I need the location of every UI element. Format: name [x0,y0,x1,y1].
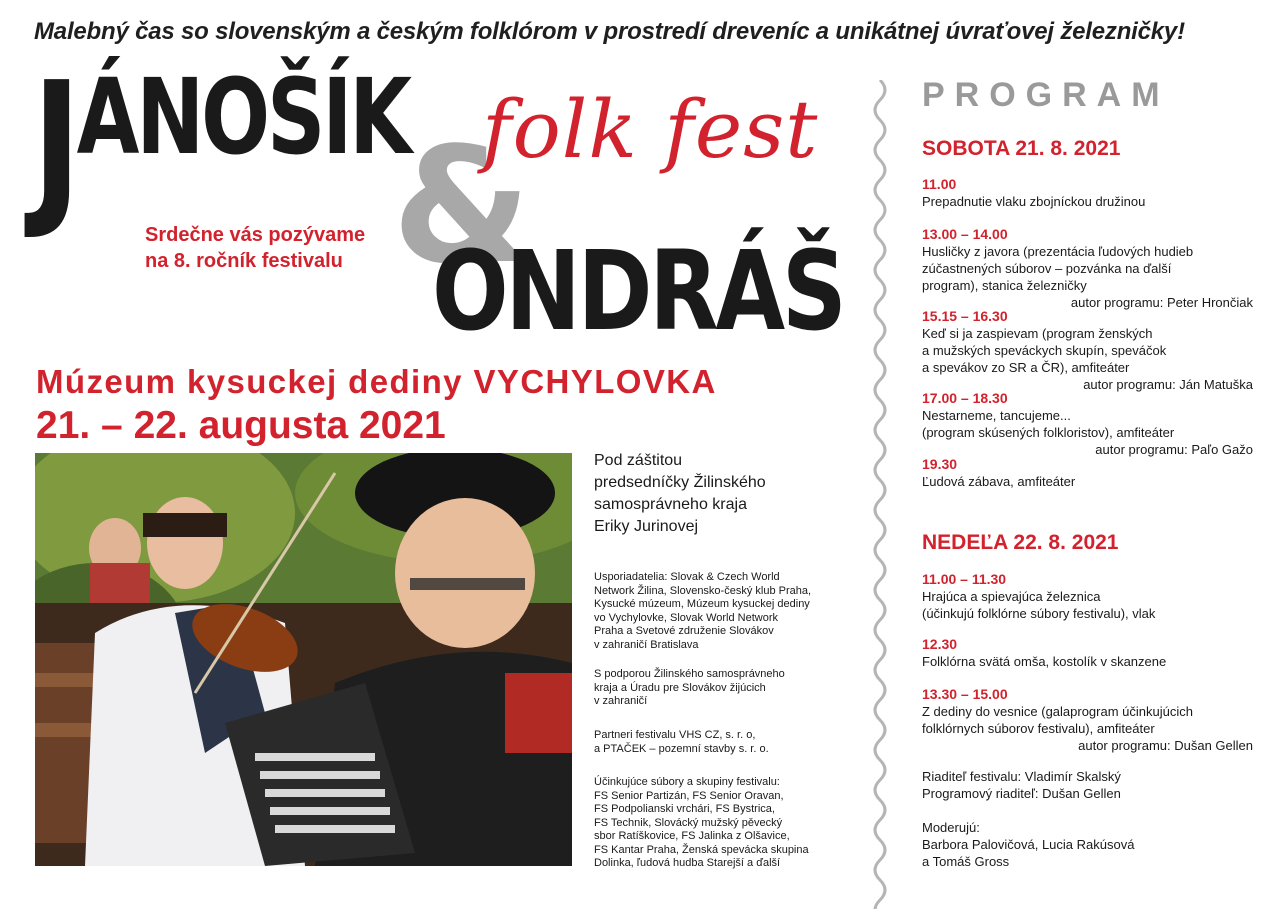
program-event [922,686,1253,754]
museum-venue: Múzeum kysuckej dediny VYCHYLOVKA [36,363,717,400]
partners-line: Partneri festivalu VHS CZ, s. r. o, [594,729,756,741]
festival-director: Riaditeľ festivalu: Vladimír Skalský [922,769,1121,784]
patronage-line: predsedníčky Žilinského [594,474,766,491]
event-time: 13.30 – 15.00 [922,686,1008,702]
partners-line: a PTAČEK – pozemní stavby s. r. o. [594,742,769,755]
event-desc: Husličky z javora (prezentácia ľudových hudieb [922,244,1194,259]
invitation [145,222,365,274]
event-desc: program), stanica železničky [922,278,1087,293]
program-event [922,176,1253,210]
festival-credits [922,768,1253,870]
patronage-line: samosprávneho kraja [594,496,747,513]
event-time: 13.00 – 14.00 [922,226,1008,242]
ensembles-line: FS Kantar Praha, Ženská spevácka skupina [594,843,809,856]
logo-ondras: ONDRÁŠ [432,227,844,355]
event-author: autor programu: Peter Hrončiak [1070,295,1253,310]
event-time: 19.30 [922,456,958,472]
event-desc: a spevákov zo SR a ČR), amfiteáter [922,360,1130,375]
patronage-line: Pod záštitou [594,452,683,469]
program-event [922,456,1253,490]
event-time: 12.30 [922,636,958,652]
ensembles [594,776,844,871]
event-desc: Ľudová zábava, amfiteáter [922,474,1076,489]
event-desc: (program skúsených folkloristov), amfiteáter [922,425,1175,440]
organizers [594,571,844,652]
festival-dates: 21. – 22. augusta 2021 [36,404,446,447]
organizers-line: Network Žilina, Slovensko-český klub Praha, [594,584,812,597]
event-desc: folklórnych súborov festivalu), amfiteáter [922,721,1155,736]
program-title: PROGRAM [922,76,1170,114]
program-event [922,308,1253,393]
event-desc: Z dediny do vesnice (galaprogram účinkujúcich [922,704,1193,719]
event-desc: Keď si ja zaspievam (program ženských [922,326,1153,341]
hosts-line: a Tomáš Gross [922,854,1010,869]
program-event [922,571,1253,622]
sunday-heading: NEDEĽA 22. 8. 2021 [922,531,1119,554]
patronage [594,450,824,538]
event-desc: (účinkujú folklórne súbory festivalu), vlak [922,606,1156,621]
program-event [922,226,1253,311]
event-desc: Nestarneme, tancujeme... [922,408,1071,423]
event-desc: Folklórna svätá omša, kostolík v skanzene [922,654,1167,669]
ensembles-line: FS Senior Partizán, FS Senior Oravan, [594,789,784,802]
program-event [922,390,1253,458]
logo-janosik-rest: ÁNOŠÍK [76,56,410,178]
ensembles-line: Účinkujúce súbory a skupiny festivalu: [594,776,780,788]
event-author: autor programu: Ján Matuška [1083,377,1253,392]
event-desc: zúčastnených súborov – pozvánka na ďalší [922,261,1172,276]
logo-folk-fest: folk fest [482,83,819,176]
support-line: kraja a Úradu pre Slovákov žijúcich [594,681,766,694]
event-author: autor programu: Paľo Gažo [1095,442,1253,457]
musicians-photo [35,453,572,866]
hosts-line: Barbora Palovičová, Lucia Rakúsová [922,837,1135,852]
support-line: v zahraničí [594,695,648,707]
event-desc: a mužských speváckych skupín, speváčok [922,343,1167,358]
program-event [922,636,1253,670]
tagline: Malebný čas so slovenským a českým folklórom v prostredí dreveníc a unikátnej úvraťovej železničky! [34,18,1185,45]
ensembles-line: Dolinka, ľudová hudba Starejší a ďalší [594,857,781,869]
ensembles-line: sbor Ratíškovice, FS Jalinka z Olšavice, [594,830,790,842]
program-director: Programový riaditeľ: Dušan Gellen [922,786,1121,801]
saturday-heading: SOBOTA 21. 8. 2021 [922,137,1121,160]
patronage-line: Eriky Jurinovej [594,518,699,535]
ensembles-line: FS Technik, Slovácký mužský pěvecký [594,816,783,829]
organizers-line: vo Vychylovke, Slovak World Network [594,611,779,624]
event-desc: Prepadnutie vlaku zbojníckou družinou [922,194,1146,209]
support [594,668,844,709]
support-line: S podporou Žilinského samosprávneho [594,668,785,680]
photo-illustration [35,453,572,866]
event-author: autor programu: Dušan Gellen [1078,738,1253,753]
partners [594,729,844,756]
event-time: 11.00 [922,176,957,192]
organizers-line: Praha a Svetové združenie Slovákov [594,625,774,637]
ensembles-line: FS Podpolianski vrchári, FS Bystrica, [594,803,775,815]
organizers-line: v zahraničí Bratislava [594,638,699,651]
logo-ampersand: & [392,112,532,299]
event-time: 11.00 – 11.30 [922,571,1007,587]
invite-line: na 8. ročník festivalu [145,250,343,272]
event-time: 15.15 – 16.30 [922,308,1008,324]
hosts-label: Moderujú: [922,820,980,835]
organizers-line: Usporiadatelia: Slovak & Czech World [594,571,780,583]
event-time: 17.00 – 18.30 [922,390,1008,406]
event-desc: Hrajúca a spievajúca železnica [922,589,1101,604]
wavy-divider [868,80,892,909]
invite-line: Srdečne vás pozývame [145,224,366,246]
logo-janosik-initial: J [32,46,77,244]
organizers-line: Kysucké múzeum, Múzeum kysuckej dediny [594,598,810,610]
